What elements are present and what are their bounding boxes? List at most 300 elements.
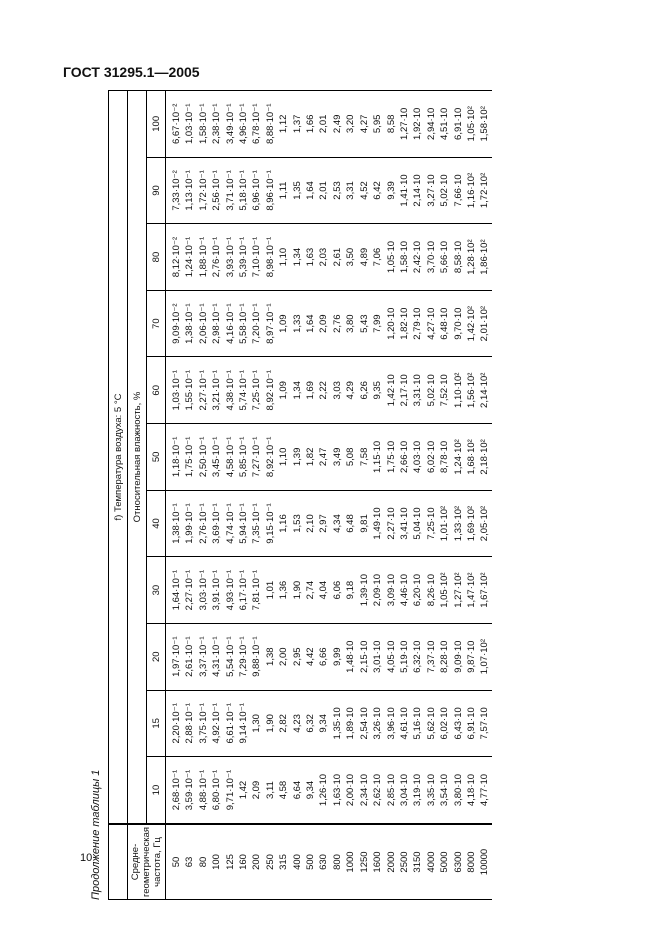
attenuation-value: 7,35·10⁻¹	[251, 503, 263, 544]
attenuation-value: 5,85·10⁻¹	[238, 436, 250, 478]
attenuation-value: 2,05·10²	[479, 505, 491, 542]
attenuation-value: 4,58·10⁻¹	[224, 436, 236, 478]
attenuation-value: 3,49·10⁻¹	[224, 103, 236, 145]
attenuation-value: 1,09	[278, 314, 290, 333]
attenuation-value: 5,08	[345, 447, 357, 467]
attenuation-value: 1,42	[238, 780, 250, 800]
attenuation-value: 6,02·10	[439, 707, 451, 740]
attenuation-value: 9,87·10	[465, 640, 477, 673]
attenuation-value: 6,61·10⁻¹	[224, 703, 236, 744]
attenuation-value: 1,42·10	[385, 374, 397, 407]
attenuation-value: 7,37·10	[425, 640, 437, 673]
attenuation-value: 5,74·10⁻¹	[238, 370, 250, 411]
frequency-value: 4000	[425, 851, 437, 873]
humidity-data-column	[166, 357, 492, 424]
frequency-value: 6300	[452, 851, 464, 873]
frequency-value: 250	[264, 854, 276, 870]
attenuation-value: 2,54·10	[358, 707, 370, 740]
attenuation-value: 1,10	[278, 447, 290, 467]
attenuation-value: 9,34	[305, 780, 317, 800]
attenuation-value: 1,24·10²	[452, 439, 464, 475]
attenuation-value: 1,38·10⁻¹	[171, 503, 182, 544]
attenuation-value: 2,50·10⁻¹	[197, 436, 209, 478]
attenuation-value: 1,48·10	[345, 640, 357, 673]
attenuation-value: 7,52·10	[439, 374, 451, 407]
frequency-value: 800	[331, 854, 343, 870]
attenuation-value: 6,48·10	[439, 307, 451, 340]
attenuation-value: 2,47	[318, 447, 330, 467]
attenuation-value: 9,09·10⁻²	[171, 303, 182, 344]
attenuation-value: 1,88·10⁻¹	[197, 236, 209, 278]
attenuation-value: 8,88·10⁻¹	[264, 103, 276, 145]
attenuation-value: 6,17·10⁻¹	[238, 569, 250, 611]
attenuation-value: 1,89·10	[345, 707, 357, 740]
attenuation-value: 1,42·10²	[465, 305, 477, 342]
attenuation-value: 1,64	[305, 314, 317, 333]
attenuation-value: 3,75·10⁻¹	[197, 703, 209, 744]
attenuation-value: 8,97·10⁻¹	[264, 303, 276, 344]
attenuation-value: 6,20·10	[412, 573, 424, 607]
frequency-value: 50	[171, 856, 182, 868]
attenuation-value: 5,16·10	[412, 707, 424, 740]
rotated-table-container	[86, 90, 661, 900]
attenuation-value: 6,42	[372, 181, 384, 200]
attenuation-value: 1,64·10⁻¹	[171, 569, 182, 611]
attenuation-value: 1,34	[291, 381, 303, 400]
humidity-data-column	[166, 157, 492, 224]
attenuation-value: 3,01·10	[372, 640, 384, 673]
humidity-data-column	[166, 490, 492, 557]
frequency-value: 3150	[412, 851, 424, 873]
attenuation-value: 4,05·10	[385, 640, 397, 673]
attenuation-value: 2,14·10	[412, 174, 424, 207]
attenuation-value: 1,10·10²	[452, 372, 464, 408]
attenuation-value: 6,64	[291, 780, 303, 800]
attenuation-value: 1,20·10	[385, 307, 397, 340]
attenuation-value: 3,91·10⁻¹	[211, 569, 223, 611]
attenuation-value: 1,97·10⁻¹	[171, 636, 182, 677]
attenuation-value: 2,56·10⁻¹	[211, 170, 223, 211]
humidity-column-header: 40	[147, 490, 166, 557]
attenuation-value: 1,72·10⁻¹	[197, 170, 209, 211]
frequency-value: 8000	[465, 851, 477, 873]
attenuation-value: 2,98·10⁻¹	[211, 303, 223, 344]
attenuation-value: 3,03	[331, 381, 343, 400]
attenuation-value: 2,15·10	[358, 640, 370, 673]
attenuation-value: 6,96·10⁻¹	[251, 170, 263, 211]
frequency-value: 630	[318, 854, 330, 870]
attenuation-value: 6,06	[331, 580, 343, 600]
attenuation-value: 2,61·10⁻¹	[184, 636, 196, 677]
attenuation-value: 4,74·10⁻¹	[224, 503, 236, 544]
attenuation-value: 1,16	[278, 514, 290, 533]
attenuation-value: 1,18·10⁻¹	[171, 436, 182, 478]
attenuation-value: 1,47·10²	[465, 572, 477, 608]
attenuation-value: 3,21·10⁻¹	[211, 370, 223, 411]
attenuation-value: 9,14·10⁻¹	[238, 703, 250, 744]
attenuation-value: 1,38·10⁻¹	[184, 303, 196, 344]
attenuation-value: 1,35	[291, 181, 303, 200]
attenuation-value: 4,61·10	[398, 707, 410, 740]
attenuation-value: 2,34·10	[358, 773, 370, 807]
attenuation-value: 2,01	[318, 181, 330, 200]
attenuation-value: 5,04·10	[412, 507, 424, 540]
attenuation-value: 2,00	[278, 647, 290, 666]
attenuation-value: 2,20·10⁻¹	[171, 703, 182, 744]
attenuation-value: 1,69·10²	[465, 505, 477, 542]
attenuation-value: 1,75·10	[385, 440, 397, 473]
section-title: f) Температура воздуха: 5 °C	[109, 91, 128, 824]
attenuation-value: 1,39·10	[358, 573, 370, 607]
attenuation-value: 1,05·10²	[439, 572, 451, 608]
humidity-data-column	[166, 224, 492, 291]
attenuation-value: 1,49·10	[372, 507, 384, 540]
attenuation-value: 1,03·10⁻¹	[184, 103, 196, 145]
attenuation-value: 2,06·10⁻¹	[197, 303, 209, 344]
attenuation-value: 5,02·10	[425, 374, 437, 407]
attenuation-value: 2,94·10	[425, 107, 437, 140]
attenuation-value: 1,12	[278, 114, 290, 134]
frequency-column	[166, 824, 492, 900]
attenuation-value: 1,82	[305, 447, 317, 467]
humidity-column-header: 10	[147, 757, 166, 824]
attenuation-value: 4,29	[345, 381, 357, 400]
humidity-data-column	[166, 557, 492, 624]
freq-header: Средне-геометрическая частота, Гц	[128, 824, 166, 900]
attenuation-value: 1,03·10⁻¹	[171, 370, 182, 411]
attenuation-value: 2,97	[318, 514, 330, 533]
attenuation-value: 1,58·10⁻¹	[197, 103, 209, 145]
attenuation-value: 1,24·10⁻¹	[184, 236, 196, 278]
attenuation-value: 7,99	[372, 314, 384, 333]
attenuation-value: 2,01	[318, 114, 330, 134]
attenuation-value: 3,45·10⁻¹	[211, 436, 223, 478]
attenuation-value: 8,96·10⁻¹	[264, 170, 276, 211]
attenuation-value: 8,92·10⁻¹	[264, 370, 276, 411]
attenuation-table	[108, 90, 492, 900]
attenuation-value: 1,56·10²	[465, 372, 477, 408]
attenuation-value: 9,99	[331, 647, 343, 666]
attenuation-value: 3,37·10⁻¹	[197, 636, 209, 677]
attenuation-value: 7,25·10	[425, 507, 437, 540]
attenuation-value: 1,37	[291, 114, 303, 134]
attenuation-value: 1,27·10²	[452, 572, 464, 608]
attenuation-value: 2,03	[318, 247, 330, 267]
humidity-column-header: 30	[147, 557, 166, 624]
standard-header: ГОСТ 31295.1—2005	[63, 64, 200, 80]
attenuation-value: 1,92·10	[412, 107, 424, 140]
attenuation-value: 1,35·10	[331, 707, 343, 740]
attenuation-value: 6,91·10	[465, 707, 477, 740]
attenuation-value: 2,76·10⁻¹	[211, 236, 223, 278]
attenuation-value: 1,01·10²	[439, 505, 451, 542]
attenuation-value: 3,69·10⁻¹	[211, 503, 223, 544]
attenuation-value: 1,55·10⁻¹	[184, 370, 196, 411]
attenuation-value: 2,14·10²	[479, 372, 491, 408]
attenuation-value: 3,49	[331, 447, 343, 467]
attenuation-value: 8,58	[385, 114, 397, 134]
humidity-data-column	[166, 424, 492, 491]
attenuation-value: 1,72·10²	[479, 172, 491, 209]
attenuation-value: 8,12·10⁻²	[171, 236, 182, 278]
attenuation-value: 2,68·10⁻¹	[171, 769, 182, 811]
attenuation-value: 9,18	[345, 580, 357, 600]
attenuation-value: 2,01·10²	[479, 305, 491, 342]
attenuation-value: 9,39	[385, 181, 397, 200]
attenuation-value: 1,34	[291, 247, 303, 267]
attenuation-value: 1,63	[305, 247, 317, 267]
frequency-value: 63	[184, 856, 196, 868]
frequency-value: 2000	[385, 851, 397, 873]
attenuation-value: 3,19·10	[412, 773, 424, 807]
attenuation-value: 7,29·10⁻¹	[238, 636, 250, 677]
attenuation-value: 2,88·10⁻¹	[184, 703, 196, 744]
humidity-column-header: 20	[147, 623, 166, 690]
attenuation-value: 1,16·10²	[465, 172, 477, 209]
attenuation-value: 2,61	[331, 247, 343, 267]
attenuation-value: 4,16·10⁻¹	[224, 303, 236, 344]
attenuation-value: 7,10·10⁻¹	[251, 236, 263, 278]
attenuation-value: 1,66	[305, 114, 317, 134]
attenuation-value: 7,06	[372, 247, 384, 267]
attenuation-value: 2,27·10⁻¹	[197, 370, 209, 411]
attenuation-value: 4,27·10	[425, 307, 437, 340]
attenuation-value: 2,76	[331, 314, 343, 333]
humidity-column-header: 80	[147, 224, 166, 291]
attenuation-value: 1,41·10	[398, 174, 410, 207]
attenuation-value: 1,90	[264, 714, 276, 733]
attenuation-value: 4,42	[305, 647, 317, 666]
attenuation-value: 1,09	[278, 381, 290, 400]
frequency-value: 10000	[479, 848, 491, 876]
attenuation-value: 2,00·10	[345, 773, 357, 807]
page-number: 10	[80, 852, 93, 864]
attenuation-value: 3,31	[345, 181, 357, 200]
attenuation-value: 1,33·10²	[452, 505, 464, 542]
attenuation-value: 2,17·10	[398, 374, 410, 407]
attenuation-value: 2,74	[305, 580, 317, 600]
attenuation-value: 6,80·10⁻¹	[211, 769, 223, 811]
attenuation-value: 4,52	[358, 181, 370, 200]
attenuation-value: 1,90	[291, 580, 303, 600]
attenuation-value: 2,42·10	[412, 240, 424, 274]
attenuation-value: 4,96·10⁻¹	[238, 103, 250, 145]
frequency-value: 200	[251, 854, 263, 870]
attenuation-value: 7,20·10⁻¹	[251, 303, 263, 344]
attenuation-value: 5,62·10	[425, 707, 437, 740]
attenuation-value: 3,20	[345, 114, 357, 134]
attenuation-value: 3,80	[345, 314, 357, 333]
humidity-column-header: 60	[147, 357, 166, 424]
frequency-value: 125	[224, 854, 236, 870]
humidity-column-header: 70	[147, 290, 166, 357]
attenuation-value: 8,28·10	[439, 640, 451, 673]
frequency-value: 500	[305, 854, 317, 870]
attenuation-value: 2,53	[331, 181, 343, 200]
frequency-value: 400	[291, 854, 303, 870]
attenuation-value: 2,38·10⁻¹	[211, 103, 223, 145]
attenuation-value: 1,15·10	[372, 440, 384, 473]
attenuation-value: 3,35·10	[425, 773, 437, 807]
attenuation-value: 3,41·10	[398, 507, 410, 540]
humidity-column-header: 90	[147, 157, 166, 224]
humidity-column-header: 15	[147, 690, 166, 757]
attenuation-value: 9,70·10	[452, 307, 464, 340]
attenuation-value: 1,07·10²	[479, 639, 491, 675]
attenuation-value: 1,58·10²	[479, 106, 491, 142]
attenuation-value: 9,35	[372, 381, 384, 400]
attenuation-value: 5,66·10	[439, 240, 451, 274]
attenuation-value: 1,99·10⁻¹	[184, 503, 196, 544]
attenuation-value: 7,57·10	[479, 707, 491, 740]
attenuation-value: 8,78·10	[439, 440, 451, 473]
freq-header-spacer	[109, 824, 128, 900]
attenuation-value: 2,82	[278, 714, 290, 733]
frequency-value: 5000	[439, 851, 451, 873]
attenuation-value: 1,13·10⁻¹	[184, 170, 196, 211]
attenuation-value: 6,78·10⁻¹	[251, 103, 263, 145]
attenuation-value: 1,67·10²	[479, 572, 491, 608]
attenuation-value: 4,77·10	[479, 773, 491, 807]
attenuation-value: 1,86·10²	[479, 239, 491, 275]
attenuation-value: 9,71·10⁻¹	[224, 769, 236, 811]
continuation-caption: Продолжение таблицы 1	[90, 769, 102, 900]
attenuation-value: 2,79·10	[412, 307, 424, 340]
attenuation-value: 7,58	[358, 447, 370, 467]
attenuation-value: 1,30	[251, 714, 263, 733]
attenuation-value: 3,96·10	[385, 707, 397, 740]
attenuation-value: 1,11	[278, 181, 290, 200]
attenuation-value: 2,09·10	[372, 573, 384, 607]
attenuation-value: 1,27·10	[398, 107, 410, 140]
attenuation-value: 4,31·10⁻¹	[211, 636, 223, 677]
humidity-data-column	[166, 290, 492, 357]
attenuation-value: 4,18·10	[465, 773, 477, 807]
attenuation-value: 8,26·10	[425, 573, 437, 607]
attenuation-value: 4,04	[318, 580, 330, 600]
attenuation-value: 3,80·10	[452, 773, 464, 807]
attenuation-value: 3,03·10⁻¹	[197, 569, 209, 611]
attenuation-value: 2,18·10²	[479, 439, 491, 475]
attenuation-value: 2,95	[291, 647, 303, 666]
attenuation-value: 1,63·10	[331, 773, 343, 807]
humidity-data-column	[166, 757, 492, 824]
attenuation-value: 2,62·10	[372, 773, 384, 807]
table-data	[166, 91, 492, 900]
attenuation-value: 1,10	[278, 247, 290, 267]
attenuation-value: 1,33	[291, 314, 303, 333]
attenuation-value: 3,31·10	[412, 374, 424, 407]
attenuation-value: 7,25·10⁻¹	[251, 370, 263, 411]
humidity-column-header: 50	[147, 424, 166, 491]
frequency-value: 2500	[398, 851, 410, 873]
frequency-value: 315	[278, 854, 290, 870]
attenuation-value: 4,92·10⁻¹	[211, 703, 223, 744]
attenuation-value: 2,66·10	[398, 440, 410, 473]
attenuation-value: 2,27·10⁻¹	[184, 569, 196, 611]
frequency-value: 1000	[345, 851, 357, 873]
attenuation-value: 4,88·10⁻¹	[197, 769, 209, 811]
attenuation-value: 4,58	[278, 780, 290, 800]
attenuation-value: 9,15·10⁻¹	[264, 503, 276, 544]
humidity-data-column	[166, 623, 492, 690]
attenuation-value: 1,82·10	[398, 307, 410, 340]
attenuation-value: 6,91·10	[452, 107, 464, 140]
attenuation-value: 5,54·10⁻¹	[224, 636, 236, 677]
humidity-column-header: 100	[147, 91, 166, 158]
attenuation-value: 5,39·10⁻¹	[238, 236, 250, 278]
attenuation-value: 7,81·10⁻¹	[251, 569, 263, 611]
attenuation-value: 5,43	[358, 314, 370, 333]
attenuation-value: 1,58·10	[398, 240, 410, 274]
attenuation-value: 2,10	[305, 514, 317, 533]
attenuation-value: 2,22	[318, 381, 330, 400]
attenuation-value: 3,11	[264, 781, 276, 799]
attenuation-value: 1,39	[291, 447, 303, 467]
attenuation-value: 7,33·10⁻²	[171, 170, 182, 211]
attenuation-value: 1,53	[291, 514, 303, 533]
attenuation-value: 2,85·10	[385, 773, 397, 807]
attenuation-value: 9,88·10⁻¹	[251, 636, 263, 677]
attenuation-value: 2,09	[318, 314, 330, 333]
attenuation-value: 6,26	[358, 381, 370, 400]
attenuation-value: 6,43·10	[452, 707, 464, 740]
attenuation-value: 4,89	[358, 247, 370, 267]
attenuation-value: 1,36	[278, 580, 290, 600]
frequency-value: 80	[197, 856, 209, 868]
attenuation-value: 4,51·10	[439, 107, 451, 140]
attenuation-value: 3,93·10⁻¹	[224, 236, 236, 278]
attenuation-value: 1,75·10⁻¹	[184, 436, 196, 478]
attenuation-value: 6,67·10⁻²	[171, 103, 182, 145]
attenuation-value: 1,01	[264, 580, 276, 600]
attenuation-value: 9,81	[358, 514, 370, 533]
attenuation-value: 1,05·10	[385, 240, 397, 274]
attenuation-value: 2,49	[331, 114, 343, 134]
frequency-value: 100	[211, 854, 223, 870]
attenuation-value: 4,23	[291, 714, 303, 733]
frequency-value: 1600	[372, 851, 384, 873]
humidity-columns-row	[147, 91, 166, 900]
humidity-data-column	[166, 690, 492, 757]
attenuation-value: 9,09·10	[452, 640, 464, 673]
attenuation-value: 6,66	[318, 647, 330, 666]
humidity-data-column	[166, 91, 492, 158]
attenuation-value: 9,34	[318, 714, 330, 733]
attenuation-value: 5,95	[372, 114, 384, 134]
attenuation-value: 3,70·10	[425, 240, 437, 274]
attenuation-value: 8,98·10⁻¹	[264, 236, 276, 278]
attenuation-value: 1,64	[305, 181, 317, 200]
attenuation-value: 3,09·10	[385, 573, 397, 607]
attenuation-value: 3,54·10	[439, 773, 451, 807]
attenuation-value: 3,71·10⁻¹	[224, 170, 236, 211]
attenuation-value: 6,02·10	[425, 440, 437, 473]
attenuation-value: 5,02·10	[439, 174, 451, 207]
attenuation-value: 5,58·10⁻¹	[238, 303, 250, 344]
frequency-value: 160	[238, 854, 250, 870]
attenuation-value: 1,69	[305, 381, 317, 400]
attenuation-value: 3,59·10⁻¹	[184, 769, 196, 811]
attenuation-value: 2,27·10	[385, 507, 397, 540]
attenuation-value: 4,27	[358, 114, 370, 134]
humidity-header: Относительная влажность, %	[128, 91, 147, 824]
attenuation-value: 3,27·10	[425, 174, 437, 207]
attenuation-value: 4,93·10⁻¹	[224, 569, 236, 611]
frequency-value: 1250	[358, 851, 370, 873]
attenuation-value: 4,34	[331, 514, 343, 533]
attenuation-value: 3,04·10	[398, 773, 410, 807]
